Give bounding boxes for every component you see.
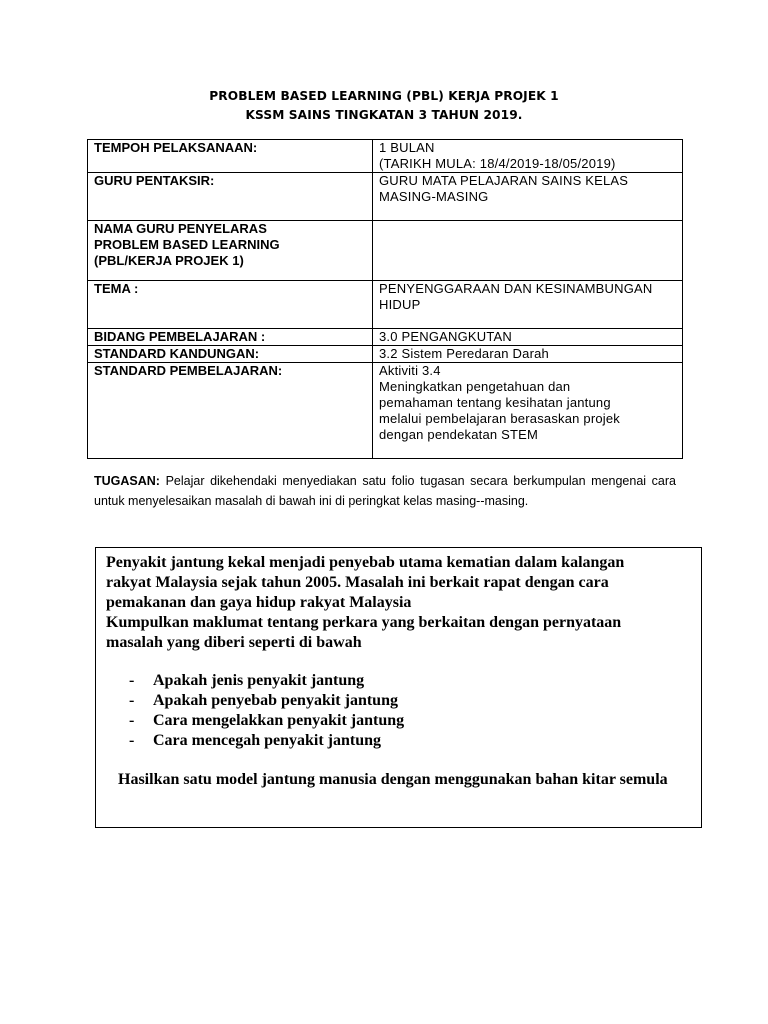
table-row-guru-penyelaras: [88, 221, 683, 281]
list-item-text: Apakah penyebab penyakit jantung: [153, 692, 398, 709]
value-line: 1 BULAN: [379, 140, 435, 155]
problem-line: Kumpulkan maklumat tentang perkara yang berkaitan dengan pernyataan: [106, 614, 622, 631]
label-line: STANDARD KANDUNGAN:: [94, 346, 260, 361]
final-instruction: Hasilkan satu model jantung manusia dengan menggunakan bahan kitar semula: [118, 771, 668, 788]
tugasan-paragraph: [94, 471, 676, 511]
value-cell: [373, 346, 683, 363]
value-cell: [373, 281, 683, 329]
bullet-marker: -: [129, 732, 135, 749]
problem-line: pemakanan dan gaya hidup rakyat Malaysia: [106, 594, 412, 611]
info-table: [87, 139, 683, 459]
label-cell: [88, 221, 373, 281]
value-line: Aktiviti 3.4: [379, 363, 441, 378]
value-line: PENYENGGARAAN DAN KESINAMBUNGAN: [379, 281, 653, 296]
label-line: STANDARD PEMBELAJARAN:: [94, 363, 283, 378]
table-row-standard-kandungan: [88, 346, 683, 363]
table-row-standard-pembelajaran: [88, 363, 683, 459]
list-item: [129, 691, 398, 711]
value-line: dengan pendekatan STEM: [379, 427, 539, 442]
label-cell: [88, 329, 373, 346]
table-row-tema: [88, 281, 683, 329]
list-item-text: Cara mengelakkan penyakit jantung: [153, 712, 405, 729]
bullet-marker: -: [129, 672, 135, 689]
label-line: NAMA GURU PENYELARAS: [94, 221, 267, 236]
list-item: [129, 731, 381, 751]
bullet-marker: -: [129, 712, 135, 729]
label-cell: [88, 346, 373, 363]
table-row-tempoh: [88, 140, 683, 173]
list-item: [129, 671, 364, 691]
problem-line: masalah yang diberi seperti di bawah: [106, 634, 362, 651]
label-cell: [88, 173, 373, 221]
document-title: PROBLEM BASED LEARNING (PBL) KERJA PROJEK 1: [209, 89, 559, 103]
problem-line: rakyat Malaysia sejak tahun 2005. Masalah ini berkait rapat dengan cara: [106, 574, 609, 591]
value-line: GURU MATA PELAJARAN SAINS KELAS: [379, 173, 629, 188]
bullet-marker: -: [129, 692, 135, 709]
value-line: MASING-MASING: [379, 189, 489, 204]
value-line: HIDUP: [379, 297, 421, 312]
label-cell: [88, 140, 373, 173]
value-line: 3.0 PENGANGKUTAN: [379, 329, 512, 344]
value-line: melalui pembelajaran berasaskan projek: [379, 411, 621, 426]
value-line: pemahaman tentang kesihatan jantung: [379, 395, 611, 410]
table-row-guru-pentaksir: [88, 173, 683, 221]
list-item-text: Cara mencegah penyakit jantung: [153, 732, 382, 749]
list-item: [129, 711, 404, 731]
label-line: (PBL/KERJA PROJEK 1): [94, 253, 244, 268]
label-line: BIDANG PEMBELAJARAN :: [94, 329, 266, 344]
label-line: TEMPOH PELAKSANAAN:: [94, 140, 258, 155]
table-row-bidang: [88, 329, 683, 346]
label-line: GURU PENTAKSIR:: [94, 173, 215, 188]
tugasan-label: TUGASAN:: [94, 474, 160, 488]
label-line: TEMA :: [94, 281, 139, 296]
value-line: (TARIKH MULA: 18/4/2019-18/05/2019): [379, 156, 616, 171]
document-subtitle: KSSM SAINS TINGKATAN 3 TAHUN 2019.: [245, 108, 523, 122]
label-cell: [88, 363, 373, 459]
tugasan-text: Pelajar dikehendaki menyediakan satu folio tugasan secara berkumpulan mengenai cara untuk menyelesaikan masalah di bawah ini di peringkat kelas masing--masing.: [94, 474, 676, 508]
label-line: PROBLEM BASED LEARNING: [94, 237, 280, 252]
value-cell: [373, 173, 683, 221]
value-cell-empty: [373, 221, 683, 281]
problem-statement-box: [95, 547, 702, 828]
label-cell: [88, 281, 373, 329]
value-cell: [373, 363, 683, 459]
value-line: 3.2 Sistem Peredaran Darah: [379, 346, 549, 361]
value-line: Meningkatkan pengetahuan dan: [379, 379, 571, 394]
value-cell: [373, 140, 683, 173]
problem-line: Penyakit jantung kekal menjadi penyebab utama kematian dalam kalangan: [106, 554, 625, 571]
value-cell: [373, 329, 683, 346]
list-item-text: Apakah jenis penyakit jantung: [153, 672, 365, 689]
